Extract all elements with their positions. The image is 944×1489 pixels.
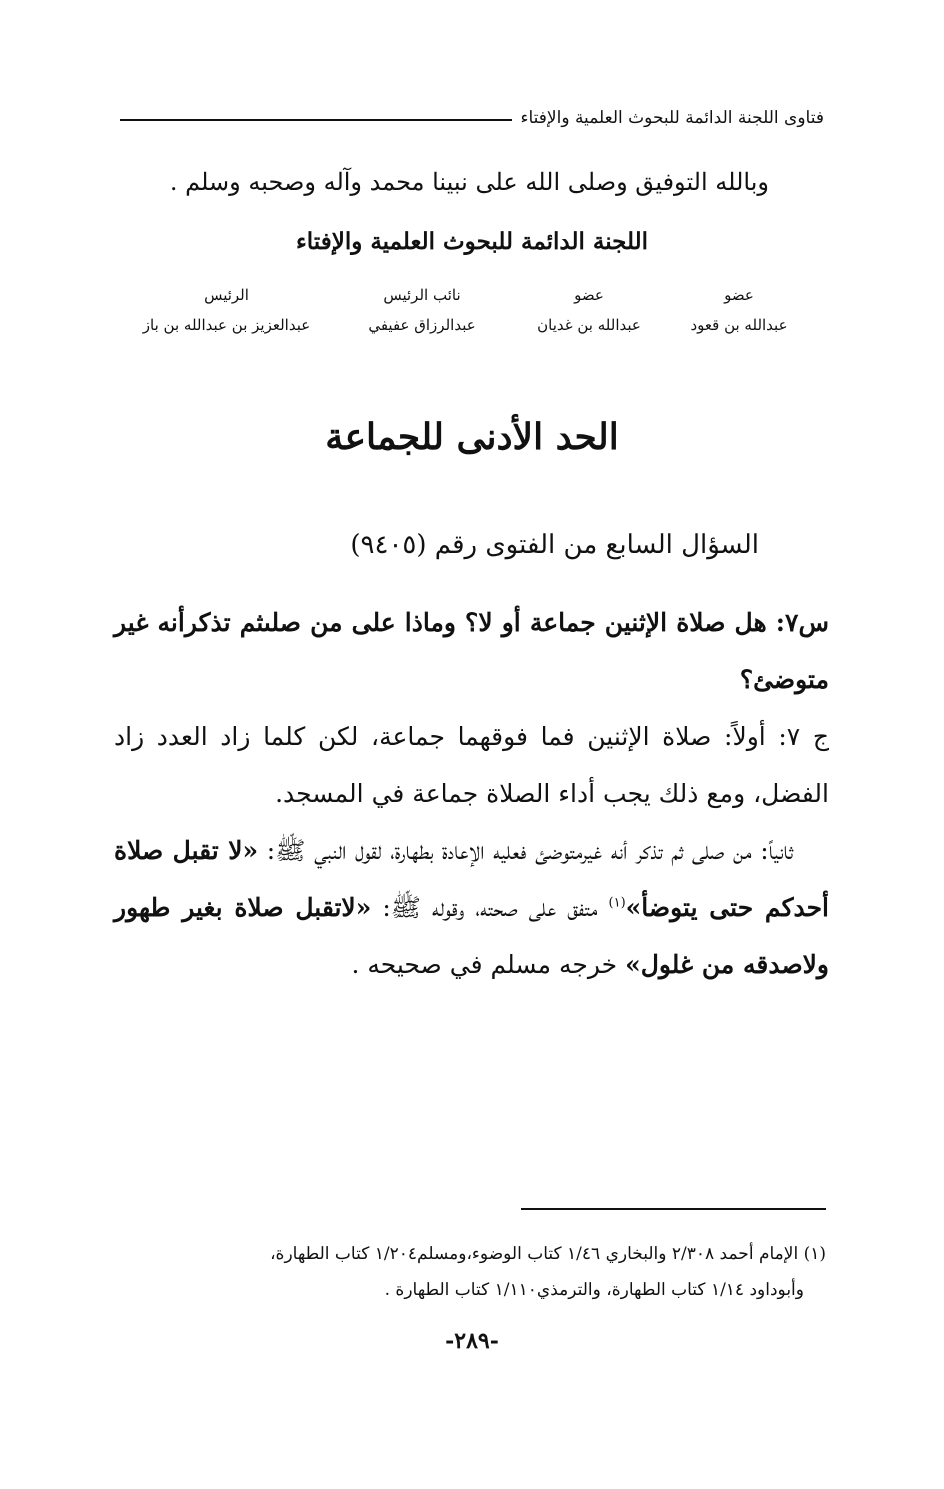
- footnote-marker[interactable]: (١): [608, 895, 626, 911]
- section-title: الحد الأدنى للجماعة: [325, 416, 619, 458]
- answer-lead: ثانياً: من صلى ثم تذكر أنه غيرمتوضئ فعليه الإعادة بطهارة، لقول النبي ﷺ:: [258, 836, 794, 865]
- signatory-4: [134, 286, 319, 334]
- signatory-name: عبدالعزيز بن عبدالله بن باز: [142, 316, 311, 334]
- signatory-name: عبدالرزاق عفيفي: [368, 316, 476, 334]
- hadith-quote-1: «لا تقبل صلاة أحدكم حتى يتوضأ»: [114, 836, 829, 922]
- answer-paragraph-1: ج ٧: أولاً: صلاة الإثنين فما فوقهما جماعة، لكن كلما زاد العدد زاد الفضل، ومع ذلك يجب أداء الصلاة جماعة في المسجد.: [114, 722, 829, 808]
- closing-line: وبالله التوفيق وصلى الله على نبينا محمد وآله وصحبه وسلم .: [169, 168, 769, 196]
- signatory-name: عبدالله بن قعود: [690, 316, 788, 334]
- answer-tail: خرجه مسلم في صحيحه .: [351, 950, 626, 979]
- answer-paragraph-2: [114, 822, 829, 993]
- footnote-line-2: وأبوداود ١/١٤ كتاب الطهارة، والترمذي١/١١٠ كتاب الطهارة .: [384, 1280, 804, 1300]
- header-rule: [120, 119, 512, 121]
- footnote-rule: [521, 1208, 826, 1210]
- signatory-3: [352, 286, 492, 334]
- signatory-2: [524, 286, 654, 334]
- answer-mid: متفق على صحته، وقوله ﷺ:: [371, 893, 609, 922]
- committee-name: اللجنة الدائمة للبحوث العلمية والإفتاء: [295, 228, 649, 255]
- signatory-role: عضو: [574, 286, 604, 304]
- fatwa-body: [114, 594, 829, 993]
- footnote-line-1: (١) الإمام أحمد ٢/٣٠٨ والبخاري ١/٤٦ كتاب الوضوء،ومسلم١/٢٠٤ كتاب الطهارة،: [270, 1244, 826, 1264]
- signatory-role: نائب الرئيس: [383, 286, 461, 304]
- running-header: [120, 108, 824, 128]
- question-text: س٧: هل صلاة الإثنين جماعة أو لا؟ وماذا على من صلىثم تذكرأنه غير متوضئ؟: [114, 608, 829, 694]
- hadith-quote-2: «لاتقبل صلاة بغير طهور ولاصدقه من غلول»: [114, 893, 829, 979]
- signatory-role: عضو: [724, 286, 754, 304]
- signatory-role: الرئيس: [204, 286, 249, 304]
- running-header-title: فتاوى اللجنة الدائمة للبحوث العلمية والإفتاء: [520, 108, 824, 128]
- signatory-1: [684, 286, 794, 334]
- question-reference: السؤال السابع من الفتوى رقم (٩٤٠٥): [350, 530, 759, 560]
- page-number: -٢٨٩-: [445, 1328, 499, 1354]
- signatory-name: عبدالله بن غديان: [537, 316, 641, 334]
- footnote: [114, 1236, 826, 1308]
